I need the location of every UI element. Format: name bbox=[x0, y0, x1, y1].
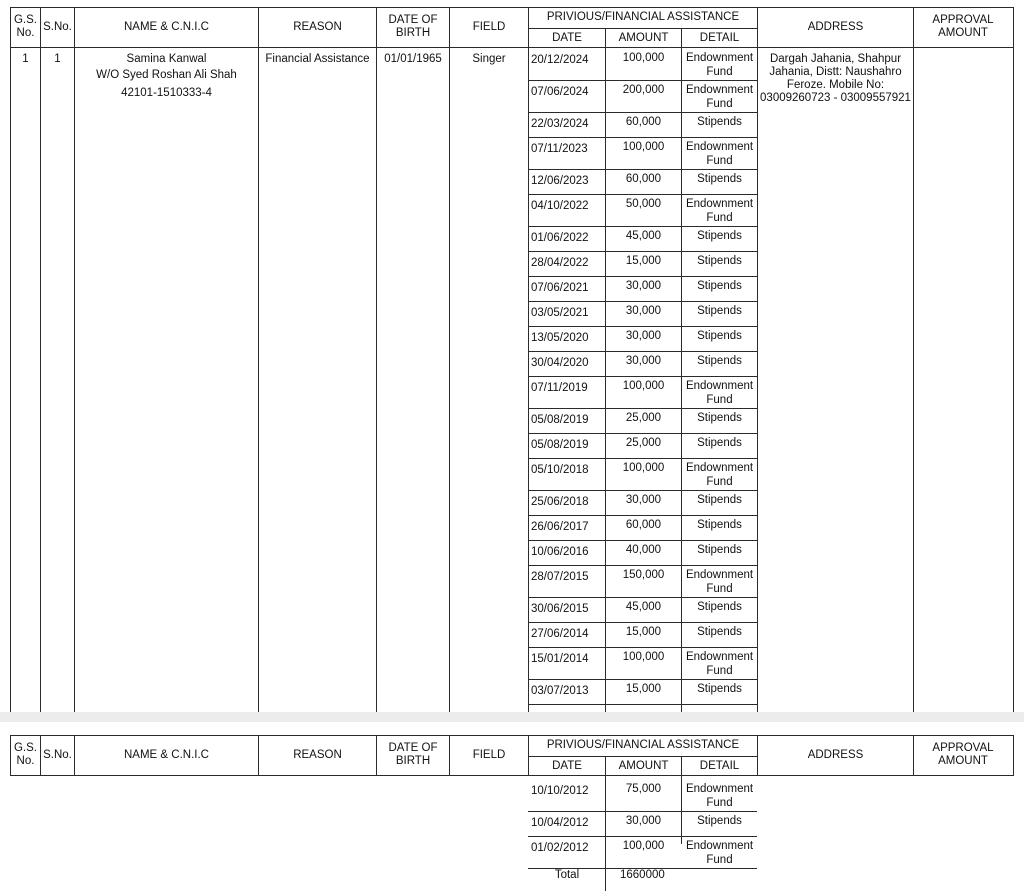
assistance-row-divider bbox=[528, 433, 757, 434]
s-no-value: 1 bbox=[54, 53, 61, 65]
assistance-date: 07/06/2024 bbox=[531, 86, 589, 98]
assistance-detail: Stipends bbox=[697, 626, 742, 638]
assistance-detail: Stipends bbox=[697, 544, 742, 556]
assistance-amount: 25,000 bbox=[625, 412, 662, 424]
header-field: FIELD bbox=[472, 21, 506, 33]
assistance-row-divider bbox=[528, 836, 757, 837]
assistance-row-divider bbox=[528, 597, 757, 598]
assistance-date: 01/06/2022 bbox=[531, 232, 589, 244]
assistance-row-divider bbox=[528, 622, 757, 623]
header-approval: APPROVAL AMOUNT bbox=[932, 742, 994, 767]
assistance-detail: Endownment Fund bbox=[685, 651, 754, 677]
assistance-amount: 100,000 bbox=[622, 651, 665, 663]
col-line-address bbox=[913, 735, 914, 776]
col-line-address bbox=[913, 7, 914, 712]
assistance-row-divider bbox=[528, 169, 757, 170]
table-top-border bbox=[10, 7, 1014, 8]
header-reason: REASON bbox=[293, 21, 342, 33]
assistance-row-divider bbox=[528, 376, 757, 377]
assistance-detail: Stipends bbox=[697, 173, 742, 185]
col-line-right bbox=[1013, 735, 1014, 776]
assistance-detail: Stipends bbox=[697, 116, 742, 128]
assistance-date: 30/04/2020 bbox=[531, 357, 589, 369]
assistance-row-divider bbox=[528, 137, 757, 138]
header-gs-no: G.S. No. bbox=[13, 742, 37, 767]
assistance-row-divider bbox=[528, 276, 757, 277]
page-2 bbox=[0, 722, 1024, 891]
assistance-amount: 30,000 bbox=[625, 305, 662, 317]
header-date: DATE bbox=[552, 760, 582, 772]
assistance-detail: Stipends bbox=[697, 280, 742, 292]
table-top-border bbox=[10, 735, 1014, 736]
applicant-relation: W/O Syed Roshan Ali Shah bbox=[96, 69, 237, 81]
assistance-date: 30/06/2015 bbox=[531, 603, 589, 615]
assistance-row-divider bbox=[528, 194, 757, 195]
assistance-detail: Endownment Fund bbox=[685, 569, 754, 595]
header-s-no: S.No. bbox=[43, 21, 72, 33]
assistance-amount: 100,000 bbox=[622, 462, 665, 474]
assistance-row-divider bbox=[528, 112, 757, 113]
assistance-row-divider bbox=[528, 351, 757, 352]
assistance-amount: 60,000 bbox=[625, 116, 662, 128]
header-detail: DETAIL bbox=[699, 760, 740, 772]
assistance-date: 03/05/2021 bbox=[531, 307, 589, 319]
field-value: Singer bbox=[472, 53, 506, 65]
total-value: 1660000 bbox=[620, 869, 665, 881]
assistance-detail: Stipends bbox=[697, 305, 742, 317]
assistance-detail: Endownment Fund bbox=[685, 840, 754, 866]
header-address: ADDRESS bbox=[807, 21, 864, 33]
assistance-date: 07/06/2021 bbox=[531, 282, 589, 294]
header-amount: AMOUNT bbox=[618, 32, 669, 44]
assistance-amount: 15,000 bbox=[625, 683, 662, 695]
assistance-date: 26/06/2017 bbox=[531, 521, 589, 533]
assistance-detail: Endownment Fund bbox=[685, 783, 754, 809]
assistance-header-divider bbox=[528, 28, 757, 29]
header-amount: AMOUNT bbox=[618, 760, 669, 772]
col-line-name bbox=[258, 7, 259, 712]
header-detail: DETAIL bbox=[699, 32, 740, 44]
assistance-amount: 30,000 bbox=[625, 355, 662, 367]
assistance-amount: 15,000 bbox=[625, 626, 662, 638]
assistance-row-divider bbox=[528, 80, 757, 81]
assistance-amount: 60,000 bbox=[625, 173, 662, 185]
assistance-detail: Stipends bbox=[697, 230, 742, 242]
assistance-row-divider bbox=[528, 565, 757, 566]
assistance-date: 01/02/2012 bbox=[531, 842, 589, 854]
assistance-date: 15/01/2014 bbox=[531, 653, 589, 665]
assistance-amount: 45,000 bbox=[625, 601, 662, 613]
dob-value: 01/01/1965 bbox=[384, 53, 442, 65]
assistance-date: 05/08/2019 bbox=[531, 439, 589, 451]
header-previous-assistance: PRIVIOUS/FINANCIAL ASSISTANCE bbox=[546, 11, 740, 23]
assistance-row-divider bbox=[528, 226, 757, 227]
page-separator bbox=[0, 712, 1024, 722]
assistance-row-divider bbox=[528, 408, 757, 409]
assistance-detail: Stipends bbox=[697, 519, 742, 531]
assistance-amount: 75,000 bbox=[625, 783, 662, 795]
assistance-date: 03/07/2013 bbox=[531, 685, 589, 697]
assistance-date: 04/10/2022 bbox=[531, 200, 589, 212]
assistance-amount: 100,000 bbox=[622, 380, 665, 392]
assistance-row-divider bbox=[528, 490, 757, 491]
assistance-detail: Stipends bbox=[697, 330, 742, 342]
assistance-amount: 40,000 bbox=[625, 544, 662, 556]
assistance-date: 27/06/2014 bbox=[531, 628, 589, 640]
assistance-amount: 45,000 bbox=[625, 230, 662, 242]
col-line-reason bbox=[376, 7, 377, 712]
assistance-row-divider bbox=[528, 540, 757, 541]
assistance-amount: 30,000 bbox=[625, 280, 662, 292]
assistance-detail: Stipends bbox=[697, 815, 742, 827]
assistance-date: 07/11/2023 bbox=[531, 143, 588, 155]
applicant-name: Samina Kanwal bbox=[126, 53, 207, 65]
assistance-date: 10/04/2012 bbox=[531, 817, 589, 829]
assistance-detail: Endownment Fund bbox=[685, 380, 754, 406]
assistance-detail: Endownment Fund bbox=[685, 462, 754, 488]
assistance-amount: 100,000 bbox=[622, 141, 665, 153]
assistance-amount: 100,000 bbox=[622, 52, 665, 64]
assistance-date: 10/06/2016 bbox=[531, 546, 589, 558]
header-date: DATE bbox=[552, 32, 582, 44]
assistance-row-divider bbox=[528, 251, 757, 252]
assistance-detail: Stipends bbox=[697, 601, 742, 613]
header-reason: REASON bbox=[293, 749, 342, 761]
assistance-date: 07/11/2019 bbox=[531, 382, 588, 394]
address-value: Dargah Jahania, Shahpur Jahania, Distt: Naushahro Feroze. Mobile No: 03009260723 - 03009557921 bbox=[760, 53, 911, 104]
assistance-row-divider bbox=[528, 326, 757, 327]
assistance-date: 13/05/2020 bbox=[531, 332, 589, 344]
assistance-detail: Stipends bbox=[697, 355, 742, 367]
header-previous-assistance: PRIVIOUS/FINANCIAL ASSISTANCE bbox=[546, 739, 740, 751]
assistance-row-divider bbox=[528, 679, 757, 680]
assistance-detail: Stipends bbox=[697, 412, 742, 424]
total-label: Total bbox=[554, 869, 580, 881]
assistance-amount: 50,000 bbox=[625, 198, 662, 210]
col-line-reason bbox=[376, 735, 377, 776]
applicant-cnic: 42101-1510333-4 bbox=[121, 87, 212, 99]
header-bottom-border bbox=[10, 775, 1014, 776]
col-line-dob bbox=[449, 7, 450, 712]
header-address: ADDRESS bbox=[807, 749, 864, 761]
assistance-date: 25/06/2018 bbox=[531, 496, 589, 508]
col-line-left bbox=[10, 7, 11, 712]
col-line-right bbox=[1013, 7, 1014, 712]
col-line-detail bbox=[757, 7, 758, 712]
assistance-amount: 150,000 bbox=[622, 569, 665, 581]
assistance-amount: 25,000 bbox=[625, 437, 662, 449]
header-field: FIELD bbox=[472, 749, 506, 761]
assistance-detail: Stipends bbox=[697, 683, 742, 695]
assistance-detail: Endownment Fund bbox=[685, 198, 754, 224]
gs-no-value: 1 bbox=[22, 53, 29, 65]
assistance-detail: Endownment Fund bbox=[685, 141, 754, 167]
header-gs-no: G.S. No. bbox=[13, 14, 37, 39]
assistance-detail: Endownment Fund bbox=[685, 84, 754, 110]
assistance-date: 05/08/2019 bbox=[531, 414, 589, 426]
assistance-detail: Stipends bbox=[697, 255, 742, 267]
assistance-amount: 15,000 bbox=[625, 255, 662, 267]
col-line-gs bbox=[40, 7, 41, 712]
assistance-date: 22/03/2024 bbox=[531, 118, 589, 130]
assistance-date: 28/04/2022 bbox=[531, 257, 589, 269]
assistance-amount: 200,000 bbox=[622, 84, 665, 96]
header-name-cnic: NAME & C.N.I.C bbox=[124, 21, 209, 33]
col-line-sno bbox=[74, 7, 75, 712]
assistance-row-divider bbox=[528, 515, 757, 516]
header-dob: DATE OF BIRTH bbox=[388, 742, 438, 767]
header-approval: APPROVAL AMOUNT bbox=[932, 14, 994, 39]
header-dob: DATE OF BIRTH bbox=[388, 14, 438, 39]
assistance-row-divider bbox=[528, 811, 757, 812]
assistance-date: 10/10/2012 bbox=[531, 785, 589, 797]
assistance-detail: Stipends bbox=[697, 437, 742, 449]
assistance-amount: 100,000 bbox=[622, 840, 665, 852]
assistance-date: 20/12/2024 bbox=[531, 54, 589, 66]
assistance-detail: Endownment Fund bbox=[685, 52, 754, 78]
assistance-date: 05/10/2018 bbox=[531, 464, 589, 476]
assistance-row-divider bbox=[528, 704, 757, 705]
assistance-header-divider bbox=[528, 756, 757, 757]
header-bottom-border bbox=[10, 47, 1014, 48]
assistance-amount: 60,000 bbox=[625, 519, 662, 531]
reason-value: Financial Assistance bbox=[265, 53, 370, 65]
assistance-amount: 30,000 bbox=[625, 815, 662, 827]
assistance-row-divider bbox=[528, 301, 757, 302]
header-s-no: S.No. bbox=[43, 749, 72, 761]
assistance-amount: 30,000 bbox=[625, 330, 662, 342]
assistance-date: 12/06/2023 bbox=[531, 175, 589, 187]
assistance-detail: Stipends bbox=[697, 494, 742, 506]
assistance-row-divider bbox=[528, 458, 757, 459]
assistance-amount: 30,000 bbox=[625, 494, 662, 506]
assistance-date: 28/07/2015 bbox=[531, 571, 589, 583]
header-name-cnic: NAME & C.N.I.C bbox=[124, 749, 209, 761]
assistance-row-divider bbox=[528, 647, 757, 648]
